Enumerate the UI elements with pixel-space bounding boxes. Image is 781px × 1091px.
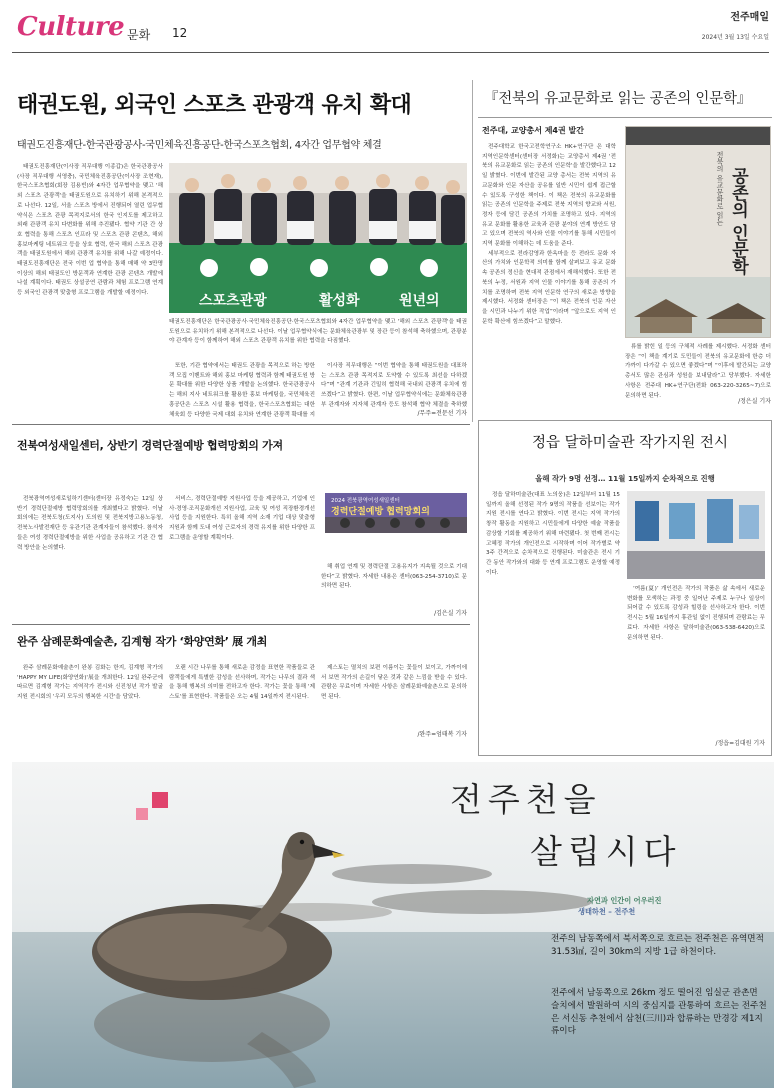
article5-col3: 제스토는 멸치의 보편 이름이는 꽃들이 보이고, 가까이에서 보면 작가의 손길이 닿은 것과 같은 느낌을 받을 수 있다. 관람은 무료이며 자세한 사항은 삼례문화예술촌으로 문의하면 된다. [321, 665, 467, 701]
article1-col1: 태권도진흥재단(이사장 직무대행 이종갑)은 한국관광공사(사장 직무대행 서영충), 국민체육진흥공단(이사장 조현재), 한국스포츠협회(회장 김용빈)와 4자간 업무협약을 맺고 '해외 스포츠 관광객'을 태권도원으로 유치하기 위해 본격적으로 나선다. 12일, 서울 스포츠 방에서 진행되어 열린 업무협약식은 스포츠 관광 목적지로서의 한국 인지도를 제고하고 외래 관광객 유치 다변화를 위해 추진됐다. 협약 기관 간 상호 협력을 통해 스포츠 인프라 및 스포츠 관광 콘텐츠, 해외 홍보마케팅 네트워크 등을 상호 협력, 한국 해외 스포츠 관광객을 태권도원에서 해외 관광객 유치를 위해 나갈 예정이다. 태권도진흥재단은 전국 이번 업 협약을 통해 매해 약 3만명 이상의 해외 태권도인 방문객과 연계한 관광 콘텐츠 개발에 나설 계획이다. 태권도 상설공연 관람과 체험 프로그램 연계 등 외국인 관광객 맞춤형 프로그램을 개발할 예정이다. [17, 164, 163, 297]
article1-byline: /무주=전문선 기자 [417, 410, 467, 417]
ad-paragraph-2: 전주에서 남동쪽으로 26km 정도 떨어진 임실군 관촌면 슬치에서 발원하여 시의 중심지를 관통하여 흐르는 전주천은 서신동 추천에서 삼천(三川)과 합류하는 만경강 제1지류이다 [551, 988, 767, 1037]
article2-rule [478, 117, 772, 118]
article3-col1: 정읍 달하미술관(대표 노의웅)은 12일부터 11월 15일까지 올해 선정된 작가 9명의 작품을 선보이는 작가지원 전시를 연다고 밝혔다. 이번 전시는 지역 작가의 창작 활동을 지원하고 시민들에게 다양한 예술 작품을 감상할 기회를 제공하기 위해 마련됐다. 첫 번째 전시는 고혜정 작가의 개인전으로 시작하며 이어 작가별로 약 3주 간격으로 순차적으로 진행된다. 미술관은 전시 기간 동안 작가와의 대화 등 연계 프로그램도 운영할 예정이다. [486, 492, 620, 576]
article3-subhead: 올해 작가 9명 선정… 11월 15일까지 순차적으로 진행 [535, 474, 715, 483]
book-cover [625, 126, 771, 338]
photo-sign-1: 스포츠관광 [199, 293, 267, 309]
article1-col2: 또한, 기관 협약에서는 태권도 관광을 목적으로 하는 방한객 모집 이벤트와 해외 홍보 마케팅 협력과 함께 태권도원 방문 확대를 위한 다양한 상품 개발을 논의했다. 한국관광공사는 해외 지사 네트워크를 활용한 홍보 마케팅을, 국민체육진흥공단은 스포츠 시설 활용 협력을, 한국스포츠협회는 대한체육회 등 다양한 국제 대회 유치와 연계한 관광객 확대를 지 [169, 363, 315, 418]
ad-tagline2: 생태하천 – 전주천 [578, 907, 636, 916]
column-divider [472, 80, 473, 422]
article1-headline: 태권도원, 외국인 스포츠 관광객 유치 확대 [17, 93, 412, 118]
article4-col3: 해 취업 연계 및 경력단절 고용유지가 지속될 것으로 기대한다”고 밝혔다. 자세한 내용은 센터(063-254-3710)로 문의하면 된다. [321, 564, 467, 590]
duck-stream-image [12, 762, 774, 1088]
photo-banner-1: 2024 전북광역여성새일센터 [331, 498, 400, 504]
ad-tagline: 자연과 인간이 어우러진 [587, 896, 662, 905]
article3-byline: /정읍=김대원 기자 [715, 740, 765, 747]
newspaper-name: 전주매일 [730, 12, 769, 23]
article1-caption: 태권도진흥재단은 한국관광공사·국민체육진흥공단·한국스포츠협회와 4자간 업무협약을 맺고 '해외 스포츠 관광객'을 태권도원으로 유치하기 위해 본격적으로 나선다. 이날 업무협약식에는 문화체육관광부 및 장관 등이 참석해 축하했으며, 관광분야 관계자 등이 함께하여 해외 스포츠 관광객 유치를 위한 협력을 다짐했다. [169, 319, 467, 344]
page-number: 12 [172, 26, 188, 40]
article4-col2: 서비스, 경력단절예방 지원사업 등을 제공하고, 기업에 인사·경영·조직문화개선 지원사업, 교육 및 여성 직장환경개선 사업 등을 지원한다. 특히 올해 지역 소재 기업 대상 맞춤형 지원과 함께 도내 여성 근로자의 경력 유지를 위한 다양한 프로그램을 운영할 계획이다. [169, 496, 315, 541]
gallery-photo [627, 491, 765, 579]
divider-1 [12, 424, 470, 425]
article2-byline: /정은실 기자 [738, 398, 771, 405]
section-title-en: Culture [17, 12, 125, 42]
photo-sign-3: 원년의 [399, 293, 440, 309]
ad-banner [12, 762, 774, 1088]
ad-paragraph-1: 전주의 남동쪽에서 북서쪽으로 흐르는 전주천은 유역면적 31.53㎢, 길이 30km의 지방 1급 하천이다. [551, 934, 764, 957]
article4-headline: 전북여성새일센터, 상반기 경력단절예방 협력망회의 가져 [17, 439, 283, 452]
gallery-image [627, 491, 765, 579]
book-cover-subtitle: 전북의 유교문화로 읽는 [716, 151, 724, 226]
article1-col3: 이사장 직무대행은 “이번 협약을 통해 태권도원을 대표하는 스포츠 관광 목적지로 도약할 수 있도록 최선을 다하겠다”며 “관계 기관과 긴밀히 협력해 국내외 관광객 유치에 힘쓰겠다”고 밝혔다. 한편, 이날 업무협약식에는 문화체육관광부 관계자와 지자체 관계자 등도 참석해 협약 체결을 축하했 [321, 363, 467, 408]
article1-subhead: 태권도진흥재단-한국관광공사-국민체육진흥공단-한국스포츠협회, 4자간 업무협약 체결 [17, 140, 382, 151]
issue-date: 2024년 3월 13일 수요일 [701, 34, 769, 41]
article2-col3: 류를 밝힌 일 등의 구체적 사례를 제시했다. 서정화 센터장은 “이 책을 계기로 도민들이 전북의 유교문화에 한층 더 가까이 다가갈 수 있으면 좋겠다”며 “이후에 발간되는 교양총서도 많은 관심과 성원을 보내달라”고 당부했다. 자세한 사항은 전주대 HK+연구단(전화 063-220-3265~7)으로 문의하면 된다. [625, 344, 771, 399]
article3-headline: 정읍 달하미술관 작가지원 전시 [532, 435, 728, 451]
article2-headline: 『전북의 유교문화로 읽는 공존의 인문학』 [484, 91, 752, 107]
book-cover-image [626, 277, 770, 337]
ad-title-line2: 살립시다 [530, 832, 682, 871]
ad-title-line1: 전주천을 [450, 780, 602, 819]
photo-banner-2: 경력단절예방 협력망회의 [331, 507, 430, 517]
photo-sign-2: 활성화 [319, 293, 360, 309]
book-cover-band [626, 127, 770, 145]
header-rule [12, 52, 769, 53]
divider-2 [12, 624, 470, 625]
article4-col1: 전북광역여성새로일하기센터(센터장 유정숙)는 12일 상반기 경력단절예방 협력망회의를 개최했다고 밝혔다. 이날 회의에는 전북도청(도지사) 도의원 및 전북지방고용노동청, 전북노사발전재단 등 유관기관 관계자들이 참석했다. 참석자들은 여성 경력단절예방을 위한 사업을 공유하고 기관 간 협력 방안을 논의했다. [17, 496, 163, 551]
article1-photo [169, 163, 467, 313]
book-cover-title: 공존의 인문학 [728, 167, 748, 275]
article2-col1: 전주대학교 한국고전학연구소 HK+연구단 은 대학 지역인문학센터(센터장 서정화)는 교양총서 제4권 '전북의 유교문화로 읽는 공존의 인문학'을 발간했다고 12일 밝혔다. 이번에 발간된 교양 총서는 전북 지역의 유교문화와 인문 자산을 공유를 일반 시민이 쉽게 접근할 수 있도록 구성한 책이다. 이 책은 전북의 유교문화를 읽는 공존의 인문학을 주제로 전북 지역의 향교와 서원, 정자 등에 담긴 공존의 가치를 조명하고 있다. 지역의 유교 문화를 활용한 교육과 관광 분야의 연계 방안도 담고 있으며 전북의 역사와 인물 이야기를 통해 시민들이 지역 문화를 이해하는 데 도움을 준다. 세부적으로 전라감영과 한옥마을 등 전라도 문화 자산의 가치와 인문학적 의미를 함께 살펴보고 유교 문화 속 공존의 정신을 현대적 관점에서 재해석했다. 또한 전북의 누정, 서원과 지역 인물 이야기를 통해 공존의 가치를 조명하며 전북 지역 인문학 연구의 새로운 방향을 제시했다. 서정화 센터장은 “이 책은 전북의 인문 자산을 시민과 나누기 위한 작업”이라며 “앞으로도 지역 인문학 확산에 힘쓰겠다”고 말했다. [482, 144, 616, 325]
section-title-ko: 문화 [127, 28, 151, 42]
article5-col2: 오랜 시간 나무를 통해 새로운 감정을 표현한 작품들로 관람객들에게 특별한 감성을 선사하며, 작가는 나무의 결과 색을 통해 행복의 의미를 전하고자 한다. 작가는 꽃을 통해 '제스토'를 표현한다. 작품들은 오는 4월 14일까지 전시된다. [169, 665, 315, 701]
article5-col1: 완주 삼례문화예술촌이 완봉 김화는 한지, 김계형 작가의 'HAPPY MY LIFE(화양연화)'展을 개최한다. 12일 완주군에 따르면 김계형 작가는 지역작가 전시와 신진청년 작가 발굴 지원 전시회의 '우리 모두의 행복한 시간'을 담았다. [17, 665, 163, 701]
article2-subhead: 전주대, 교양총서 제4권 발간 [482, 126, 584, 135]
article5-byline: /완주=엄태복 기자 [417, 731, 467, 738]
article3-col2: ‘여름(夏)’ 개인전은 작가의 작품은 삶 속에서 새로운 변화를 모색하는 과정 중 일어난 주제로 누구나 일상이 되어갈 수 있도록 감성과 힐링을 선사하고자 한다. 이번 전시는 5월 16일까지 휴관일 없이 진행되며 관람료는 무료다. 자세한 사항은 달하미술관(063-538-6420)으로 문의하면 된다. [627, 586, 765, 641]
article4-photo [325, 493, 467, 533]
article4-byline: /김은실 기자 [434, 610, 467, 617]
article5-headline: 완주 삼례문화예술촌, 김계형 작가 ‘화양연화’ 展 개최 [17, 635, 268, 648]
